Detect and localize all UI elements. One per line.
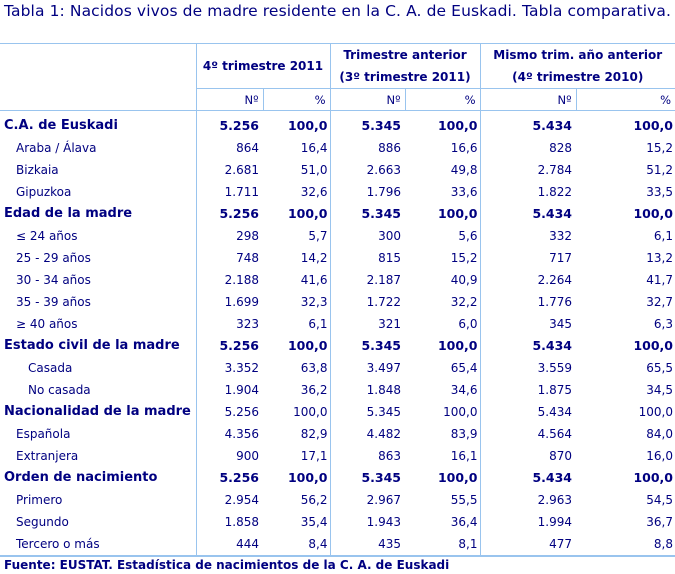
count-cell: 5.256 [196, 401, 263, 423]
group-header-year-ago [480, 44, 675, 89]
row-label: 30 - 34 años [16, 273, 91, 287]
percent-cell: 32,2 [450, 295, 478, 309]
percent-cell: 15,2 [450, 251, 478, 265]
percent-cell: 100,0 [633, 470, 673, 485]
count-cell: 5.345 [330, 335, 405, 357]
count-cell: 5.345 [330, 111, 405, 138]
percent-cell: 34,6 [450, 383, 478, 397]
count-cell: 2.187 [330, 269, 405, 291]
row-label: Española [16, 427, 71, 441]
percent-cell: 17,1 [300, 449, 328, 463]
table-row [0, 511, 675, 533]
percent-cell: 100,0 [437, 118, 478, 133]
table-row [0, 357, 675, 379]
percent-cell: 16,1 [450, 449, 478, 463]
percent-cell: 36,4 [450, 515, 478, 529]
count-cell: 345 [480, 313, 576, 335]
percent-cell: 41,6 [300, 273, 328, 287]
count-cell: 2.954 [196, 489, 263, 511]
percent-cell: 55,5 [450, 493, 478, 507]
percent-cell: 8,8 [576, 533, 675, 556]
col-header-n: Nº [480, 89, 576, 111]
table-row [0, 533, 675, 556]
row-label: Orden de nacimiento [4, 470, 158, 485]
table-row [0, 111, 675, 138]
percent-cell: 8,4 [263, 533, 330, 556]
count-cell: 5.256 [196, 111, 263, 138]
row-label: Casada [28, 361, 73, 375]
count-cell: 2.784 [480, 159, 576, 181]
percent-cell: 100,0 [287, 470, 328, 485]
table-row [0, 445, 675, 467]
row-label: Tercero o más [0, 533, 196, 556]
table-row [0, 181, 675, 203]
count-cell: 3.497 [330, 357, 405, 379]
row-label: Extranjera [16, 449, 79, 463]
group-header-label: Trimestre anterior [343, 48, 467, 62]
percent-cell: 100,0 [287, 338, 328, 353]
percent-cell: 100,0 [437, 206, 478, 221]
percent-cell: 36,2 [300, 383, 328, 397]
percent-cell: 51,0 [300, 163, 328, 177]
percent-cell: 34,5 [646, 383, 673, 397]
table-row [0, 137, 675, 159]
count-cell: 5.256 [196, 467, 263, 489]
row-label: Araba / Álava [16, 141, 97, 155]
percent-cell: 100,0 [443, 405, 478, 419]
col-header-n: Nº [196, 89, 263, 111]
group-header-previous [330, 44, 480, 89]
count-cell: 321 [330, 313, 405, 335]
table-row [0, 401, 675, 423]
count-cell: 2.663 [330, 159, 405, 181]
count-cell: 5.256 [196, 335, 263, 357]
group-header-label: Mismo trim. año anterior [493, 48, 663, 62]
percent-cell: 100,0 [437, 470, 478, 485]
row-label: No casada [28, 383, 91, 397]
table-row [0, 467, 675, 489]
table-row [0, 423, 675, 445]
percent-cell: 100,0 [287, 206, 328, 221]
percent-cell: 16,4 [300, 141, 328, 155]
table-row [0, 291, 675, 313]
count-cell: 444 [196, 533, 263, 556]
count-cell: 1.822 [480, 181, 576, 203]
percent-cell: 14,2 [300, 251, 328, 265]
count-cell: 1.699 [196, 291, 263, 313]
count-cell: 5.434 [480, 203, 576, 225]
count-cell: 4.564 [480, 423, 576, 445]
col-header-pct: % [576, 89, 675, 111]
percent-cell: 100,0 [638, 405, 673, 419]
group-header-label: 4º trimestre 2011 [202, 59, 324, 73]
count-cell: 2.264 [480, 269, 576, 291]
row-label: C.A. de Euskadi [4, 118, 118, 133]
percent-cell: 51,2 [646, 163, 673, 177]
count-cell: 748 [196, 247, 263, 269]
percent-cell: 8,1 [405, 533, 480, 556]
col-header-pct: % [263, 89, 330, 111]
percent-cell: 56,2 [300, 493, 328, 507]
percent-cell: 100,0 [633, 118, 673, 133]
count-cell: 717 [480, 247, 576, 269]
percent-cell: 5,7 [308, 229, 328, 243]
percent-cell: 84,0 [646, 427, 673, 441]
percent-cell: 63,8 [300, 361, 328, 375]
table-row [0, 269, 675, 291]
count-cell: 300 [330, 225, 405, 247]
count-cell: 863 [330, 445, 405, 467]
percent-cell: 16,0 [646, 449, 673, 463]
percent-cell: 100,0 [437, 338, 478, 353]
table-title: Tabla 1: Nacidos vivos de madre residente en la C. A. de Euskadi. Tabla comparativa. [4, 2, 672, 20]
table-row [0, 379, 675, 401]
count-cell: 2.188 [196, 269, 263, 291]
count-cell: 1.904 [196, 379, 263, 401]
count-cell: 900 [196, 445, 263, 467]
row-label: Bizkaia [16, 163, 59, 177]
count-cell: 4.356 [196, 423, 263, 445]
percent-cell: 54,5 [646, 493, 673, 507]
percent-cell: 6,1 [653, 229, 673, 243]
count-cell: 3.559 [480, 357, 576, 379]
row-label: Estado civil de la madre [4, 338, 180, 353]
count-cell: 886 [330, 137, 405, 159]
percent-cell: 33,5 [646, 185, 673, 199]
percent-cell: 6,0 [458, 317, 478, 331]
percent-cell: 40,9 [450, 273, 478, 287]
percent-cell: 35,4 [300, 515, 328, 529]
count-cell: 5.434 [480, 401, 576, 423]
percent-cell: 83,9 [450, 427, 478, 441]
count-cell: 323 [196, 313, 263, 335]
row-label: Edad de la madre [4, 206, 133, 221]
percent-cell: 49,8 [450, 163, 478, 177]
percent-cell: 13,2 [646, 251, 673, 265]
table-row [0, 313, 675, 335]
percent-cell: 15,2 [646, 141, 673, 155]
count-cell: 4.482 [330, 423, 405, 445]
row-label: Gipuzkoa [16, 185, 72, 199]
count-cell: 1.776 [480, 291, 576, 313]
group-header-current [196, 44, 330, 89]
percent-cell: 100,0 [633, 206, 673, 221]
count-cell: 5.345 [330, 401, 405, 423]
count-cell: 5.434 [480, 111, 576, 138]
table-row [0, 247, 675, 269]
percent-cell: 82,9 [300, 427, 328, 441]
row-label: 25 - 29 años [16, 251, 91, 265]
row-label: 35 - 39 años [16, 295, 91, 309]
count-cell: 298 [196, 225, 263, 247]
col-header-n: Nº [330, 89, 405, 111]
count-cell: 5.434 [480, 335, 576, 357]
percent-cell: 41,7 [646, 273, 673, 287]
count-cell: 2.681 [196, 159, 263, 181]
count-cell: 815 [330, 247, 405, 269]
table-row [0, 159, 675, 181]
count-cell: 1.848 [330, 379, 405, 401]
table-body [0, 111, 675, 557]
row-label: ≥ 40 años [16, 317, 78, 331]
table-row [0, 225, 675, 247]
count-cell: 477 [480, 533, 576, 556]
table-row [0, 335, 675, 357]
count-cell: 332 [480, 225, 576, 247]
count-cell: 5.256 [196, 203, 263, 225]
percent-cell: 65,5 [646, 361, 673, 375]
count-cell: 1.858 [196, 511, 263, 533]
percent-cell: 33,6 [450, 185, 478, 199]
count-cell: 435 [330, 533, 405, 556]
count-cell: 5.434 [480, 467, 576, 489]
table-row [0, 489, 675, 511]
comparison-table [0, 43, 675, 557]
percent-cell: 100,0 [293, 405, 328, 419]
row-label: ≤ 24 años [16, 229, 78, 243]
row-label: Segundo [16, 515, 69, 529]
count-cell: 870 [480, 445, 576, 467]
count-cell: 1.943 [330, 511, 405, 533]
count-cell: 5.345 [330, 467, 405, 489]
percent-cell: 32,7 [646, 295, 673, 309]
group-header-sublabel: (4º trimestre 2010) [512, 70, 644, 84]
count-cell: 2.963 [480, 489, 576, 511]
source-note: Fuente: EUSTAT. Estadística de nacimientos de la C. A. de Euskadi [4, 558, 450, 572]
count-cell: 1.722 [330, 291, 405, 313]
count-cell: 1.875 [480, 379, 576, 401]
percent-cell: 6,3 [653, 317, 673, 331]
col-header-pct: % [405, 89, 480, 111]
corner-cell [0, 44, 196, 111]
row-label: Nacionalidad de la madre [4, 404, 191, 419]
count-cell: 1.994 [480, 511, 576, 533]
percent-cell: 65,4 [450, 361, 478, 375]
count-cell: 5.345 [330, 203, 405, 225]
count-cell: 828 [480, 137, 576, 159]
count-cell: 3.352 [196, 357, 263, 379]
percent-cell: 32,3 [300, 295, 328, 309]
percent-cell: 100,0 [633, 338, 673, 353]
percent-cell: 6,1 [308, 317, 328, 331]
percent-cell: 16,6 [450, 141, 478, 155]
percent-cell: 32,6 [300, 185, 328, 199]
count-cell: 864 [196, 137, 263, 159]
percent-cell: 5,6 [458, 229, 478, 243]
row-label: Primero [16, 493, 63, 507]
percent-cell: 100,0 [287, 118, 328, 133]
count-cell: 1.711 [196, 181, 263, 203]
count-cell: 2.967 [330, 489, 405, 511]
percent-cell: 36,7 [646, 515, 673, 529]
group-header-sublabel: (3º trimestre 2011) [339, 70, 471, 84]
count-cell: 1.796 [330, 181, 405, 203]
table-row [0, 203, 675, 225]
